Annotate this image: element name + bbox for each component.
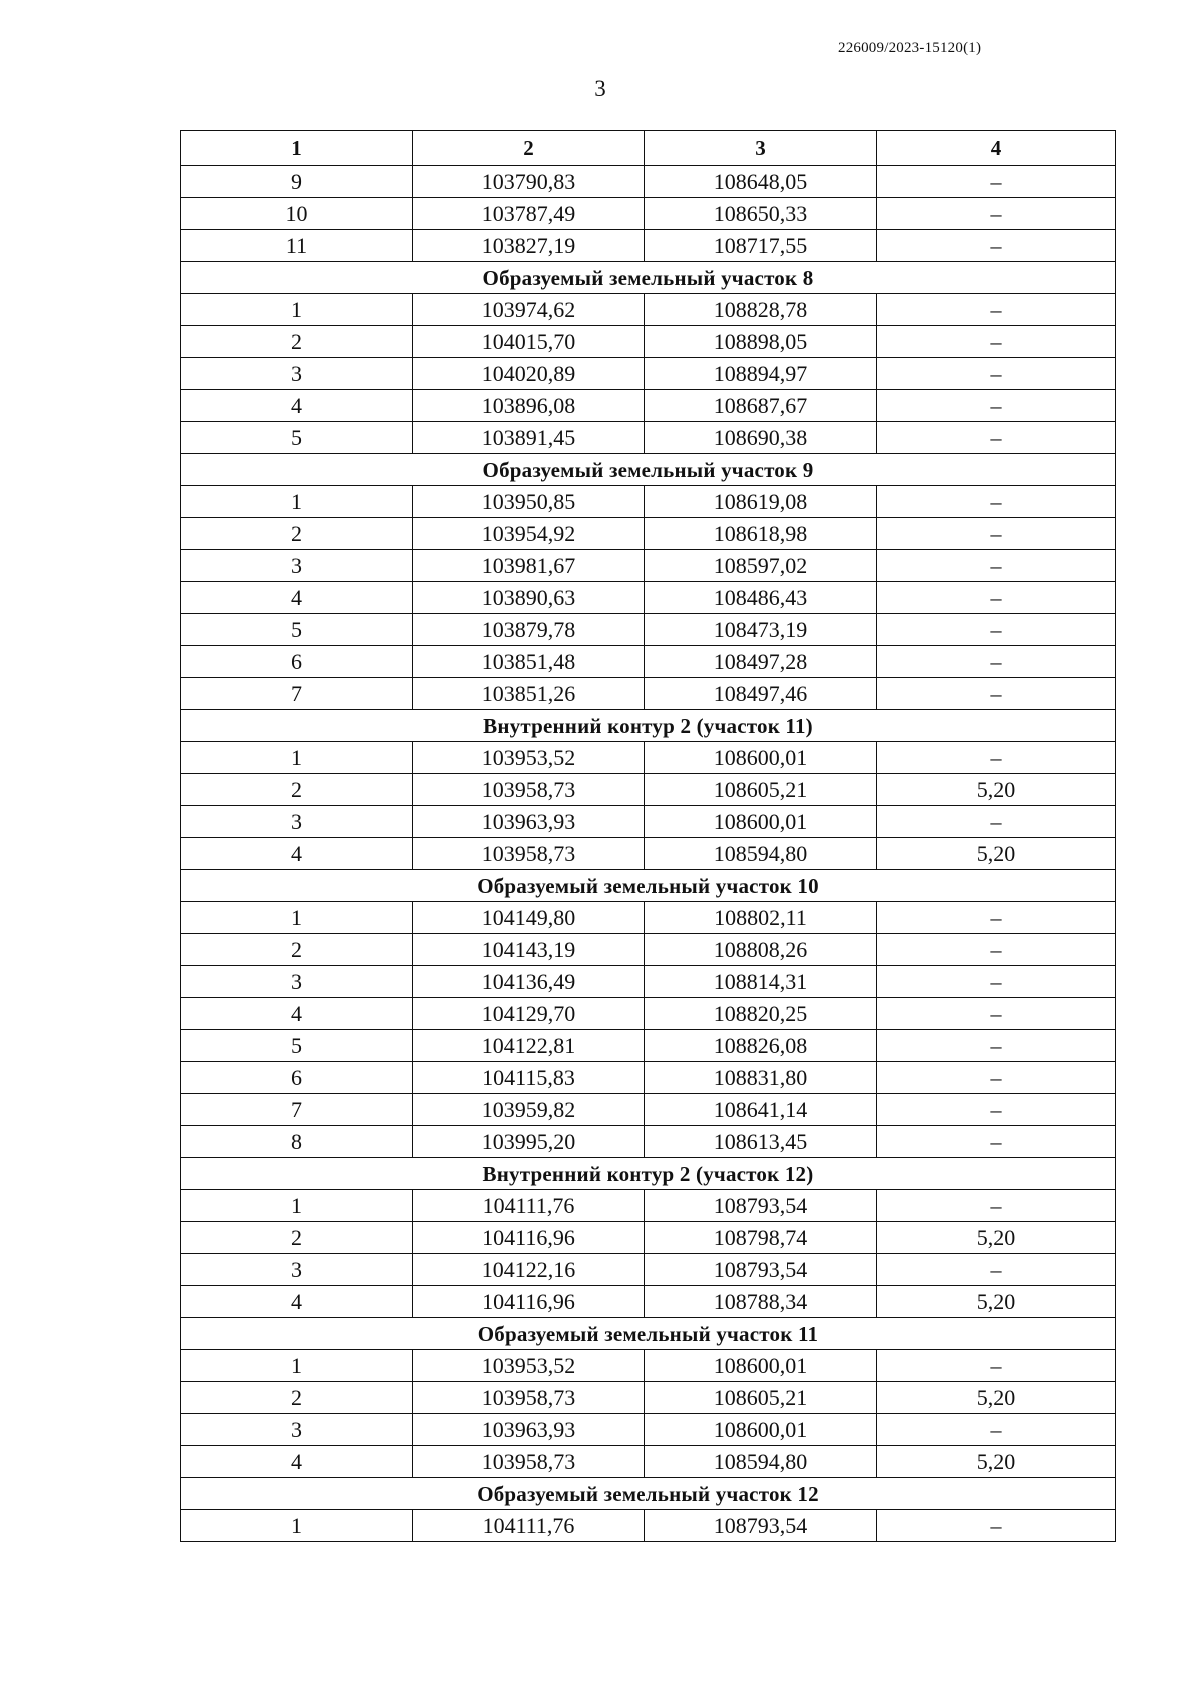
table-row [181,550,1116,582]
value-cell: – [877,422,1116,454]
coordinates-table [180,130,1116,1542]
y-coordinate-cell: 108600,01 [645,742,877,774]
table-row [181,166,1116,198]
x-coordinate-cell: 104115,83 [413,1062,645,1094]
y-coordinate-cell: 108793,54 [645,1510,877,1542]
table-row [181,1190,1116,1222]
y-coordinate-cell: 108619,08 [645,486,877,518]
point-number-cell: 3 [181,966,413,998]
section-title: Образуемый земельный участок 8 [181,262,1116,294]
x-coordinate-cell: 103890,63 [413,582,645,614]
section-row [181,262,1116,294]
column-header-3: 3 [645,131,877,166]
y-coordinate-cell: 108597,02 [645,550,877,582]
value-cell: – [877,1126,1116,1158]
x-coordinate-cell: 103981,67 [413,550,645,582]
value-cell: – [877,518,1116,550]
section-row [181,1318,1116,1350]
section-title: Образуемый земельный участок 10 [181,870,1116,902]
value-cell: – [877,390,1116,422]
x-coordinate-cell: 103958,73 [413,838,645,870]
value-cell: – [877,582,1116,614]
x-coordinate-cell: 103896,08 [413,390,645,422]
value-cell: – [877,230,1116,262]
x-coordinate-cell: 103953,52 [413,1350,645,1382]
x-coordinate-cell: 104020,89 [413,358,645,390]
x-coordinate-cell: 104122,81 [413,1030,645,1062]
point-number-cell: 3 [181,550,413,582]
table-row [181,614,1116,646]
point-number-cell: 6 [181,1062,413,1094]
table-row [181,998,1116,1030]
table-row [181,646,1116,678]
value-cell: – [877,326,1116,358]
value-cell: – [877,1350,1116,1382]
x-coordinate-cell: 103963,93 [413,1414,645,1446]
y-coordinate-cell: 108600,01 [645,1414,877,1446]
value-cell: – [877,742,1116,774]
point-number-cell: 4 [181,838,413,870]
value-cell: – [877,1190,1116,1222]
table-row [181,1350,1116,1382]
table-row [181,1094,1116,1126]
value-cell: – [877,1062,1116,1094]
point-number-cell: 7 [181,678,413,710]
x-coordinate-cell: 103954,92 [413,518,645,550]
point-number-cell: 1 [181,1510,413,1542]
table-row [181,1222,1116,1254]
x-coordinate-cell: 103974,62 [413,294,645,326]
table-row [181,806,1116,838]
x-coordinate-cell: 103958,73 [413,774,645,806]
x-coordinate-cell: 103950,85 [413,486,645,518]
value-cell: – [877,806,1116,838]
x-coordinate-cell: 104116,96 [413,1286,645,1318]
y-coordinate-cell: 108605,21 [645,774,877,806]
y-coordinate-cell: 108497,46 [645,678,877,710]
section-title: Внутренний контур 2 (участок 12) [181,1158,1116,1190]
y-coordinate-cell: 108594,80 [645,1446,877,1478]
y-coordinate-cell: 108473,19 [645,614,877,646]
value-cell: – [877,358,1116,390]
x-coordinate-cell: 103995,20 [413,1126,645,1158]
point-number-cell: 1 [181,742,413,774]
value-cell: – [877,166,1116,198]
x-coordinate-cell: 104111,76 [413,1190,645,1222]
x-coordinate-cell: 103953,52 [413,742,645,774]
value-cell: – [877,1094,1116,1126]
table-row [181,422,1116,454]
value-cell: – [877,1414,1116,1446]
y-coordinate-cell: 108600,01 [645,806,877,838]
point-number-cell: 3 [181,1414,413,1446]
point-number-cell: 2 [181,1382,413,1414]
value-cell: 5,20 [877,1286,1116,1318]
point-number-cell: 2 [181,774,413,806]
x-coordinate-cell: 104111,76 [413,1510,645,1542]
x-coordinate-cell: 103959,82 [413,1094,645,1126]
section-title: Образуемый земельный участок 12 [181,1478,1116,1510]
y-coordinate-cell: 108486,43 [645,582,877,614]
value-cell: – [877,646,1116,678]
y-coordinate-cell: 108808,26 [645,934,877,966]
table-row [181,1254,1116,1286]
point-number-cell: 6 [181,646,413,678]
column-header-1: 1 [181,131,413,166]
point-number-cell: 1 [181,486,413,518]
page-number: 3 [594,76,606,101]
y-coordinate-cell: 108717,55 [645,230,877,262]
y-coordinate-cell: 108497,28 [645,646,877,678]
y-coordinate-cell: 108648,05 [645,166,877,198]
section-title: Образуемый земельный участок 9 [181,454,1116,486]
table-row [181,1414,1116,1446]
y-coordinate-cell: 108798,74 [645,1222,877,1254]
value-cell: – [877,934,1116,966]
y-coordinate-cell: 108600,01 [645,1350,877,1382]
x-coordinate-cell: 103958,73 [413,1446,645,1478]
table-row [181,1030,1116,1062]
table-row [181,230,1116,262]
value-cell: – [877,614,1116,646]
table-row [181,838,1116,870]
table-row [181,582,1116,614]
point-number-cell: 5 [181,1030,413,1062]
y-coordinate-cell: 108793,54 [645,1254,877,1286]
table-row [181,390,1116,422]
table-row [181,294,1116,326]
point-number-cell: 10 [181,198,413,230]
point-number-cell: 2 [181,1222,413,1254]
table-row [181,1510,1116,1542]
table-row [181,358,1116,390]
value-cell: – [877,966,1116,998]
point-number-cell: 2 [181,518,413,550]
table-row [181,1382,1116,1414]
x-coordinate-cell: 103891,45 [413,422,645,454]
point-number-cell: 4 [181,390,413,422]
y-coordinate-cell: 108605,21 [645,1382,877,1414]
x-coordinate-cell: 103963,93 [413,806,645,838]
table-row [181,934,1116,966]
table-row [181,198,1116,230]
x-coordinate-cell: 104143,19 [413,934,645,966]
table-row [181,1286,1116,1318]
section-row [181,1478,1116,1510]
point-number-cell: 5 [181,614,413,646]
value-cell: 5,20 [877,1222,1116,1254]
table-row [181,1126,1116,1158]
document-number: 226009/2023-15120(1) [838,40,982,56]
value-cell: – [877,902,1116,934]
value-cell: 5,20 [877,838,1116,870]
point-number-cell: 1 [181,1350,413,1382]
table-row [181,902,1116,934]
y-coordinate-cell: 108594,80 [645,838,877,870]
value-cell: – [877,550,1116,582]
point-number-cell: 9 [181,166,413,198]
table-row [181,1062,1116,1094]
y-coordinate-cell: 108802,11 [645,902,877,934]
y-coordinate-cell: 108894,97 [645,358,877,390]
table-row [181,678,1116,710]
column-header-2: 2 [413,131,645,166]
point-number-cell: 3 [181,358,413,390]
point-number-cell: 7 [181,1094,413,1126]
x-coordinate-cell: 104136,49 [413,966,645,998]
column-header-4: 4 [877,131,1116,166]
y-coordinate-cell: 108898,05 [645,326,877,358]
section-row [181,454,1116,486]
point-number-cell: 8 [181,1126,413,1158]
x-coordinate-cell: 104116,96 [413,1222,645,1254]
value-cell: – [877,1254,1116,1286]
point-number-cell: 5 [181,422,413,454]
y-coordinate-cell: 108613,45 [645,1126,877,1158]
value-cell: 5,20 [877,1446,1116,1478]
x-coordinate-cell: 104015,70 [413,326,645,358]
point-number-cell: 2 [181,934,413,966]
point-number-cell: 4 [181,1286,413,1318]
y-coordinate-cell: 108687,67 [645,390,877,422]
table-row [181,742,1116,774]
point-number-cell: 3 [181,806,413,838]
value-cell: – [877,1510,1116,1542]
table-header [181,131,1116,166]
section-title: Образуемый земельный участок 11 [181,1318,1116,1350]
x-coordinate-cell: 103851,26 [413,678,645,710]
y-coordinate-cell: 108831,80 [645,1062,877,1094]
value-cell: – [877,998,1116,1030]
value-cell: 5,20 [877,774,1116,806]
x-coordinate-cell: 103787,49 [413,198,645,230]
x-coordinate-cell: 103851,48 [413,646,645,678]
y-coordinate-cell: 108690,38 [645,422,877,454]
y-coordinate-cell: 108820,25 [645,998,877,1030]
x-coordinate-cell: 104129,70 [413,998,645,1030]
point-number-cell: 4 [181,998,413,1030]
point-number-cell: 1 [181,294,413,326]
point-number-cell: 2 [181,326,413,358]
value-cell: – [877,198,1116,230]
section-title: Внутренний контур 2 (участок 11) [181,710,1116,742]
point-number-cell: 4 [181,1446,413,1478]
point-number-cell: 11 [181,230,413,262]
section-row [181,1158,1116,1190]
value-cell: – [877,1030,1116,1062]
point-number-cell: 1 [181,902,413,934]
table-row [181,966,1116,998]
y-coordinate-cell: 108788,34 [645,1286,877,1318]
x-coordinate-cell: 104122,16 [413,1254,645,1286]
table-row [181,1446,1116,1478]
y-coordinate-cell: 108793,54 [645,1190,877,1222]
y-coordinate-cell: 108828,78 [645,294,877,326]
table-row [181,518,1116,550]
point-number-cell: 4 [181,582,413,614]
value-cell: – [877,486,1116,518]
x-coordinate-cell: 103958,73 [413,1382,645,1414]
y-coordinate-cell: 108650,33 [645,198,877,230]
point-number-cell: 3 [181,1254,413,1286]
point-number-cell: 1 [181,1190,413,1222]
x-coordinate-cell: 104149,80 [413,902,645,934]
y-coordinate-cell: 108641,14 [645,1094,877,1126]
value-cell: – [877,294,1116,326]
table-row [181,774,1116,806]
section-row [181,710,1116,742]
table-body [181,166,1116,1542]
section-row [181,870,1116,902]
x-coordinate-cell: 103790,83 [413,166,645,198]
x-coordinate-cell: 103879,78 [413,614,645,646]
header-row [181,131,1116,166]
value-cell: 5,20 [877,1382,1116,1414]
y-coordinate-cell: 108826,08 [645,1030,877,1062]
y-coordinate-cell: 108814,31 [645,966,877,998]
table-row [181,326,1116,358]
x-coordinate-cell: 103827,19 [413,230,645,262]
table-row [181,486,1116,518]
y-coordinate-cell: 108618,98 [645,518,877,550]
value-cell: – [877,678,1116,710]
